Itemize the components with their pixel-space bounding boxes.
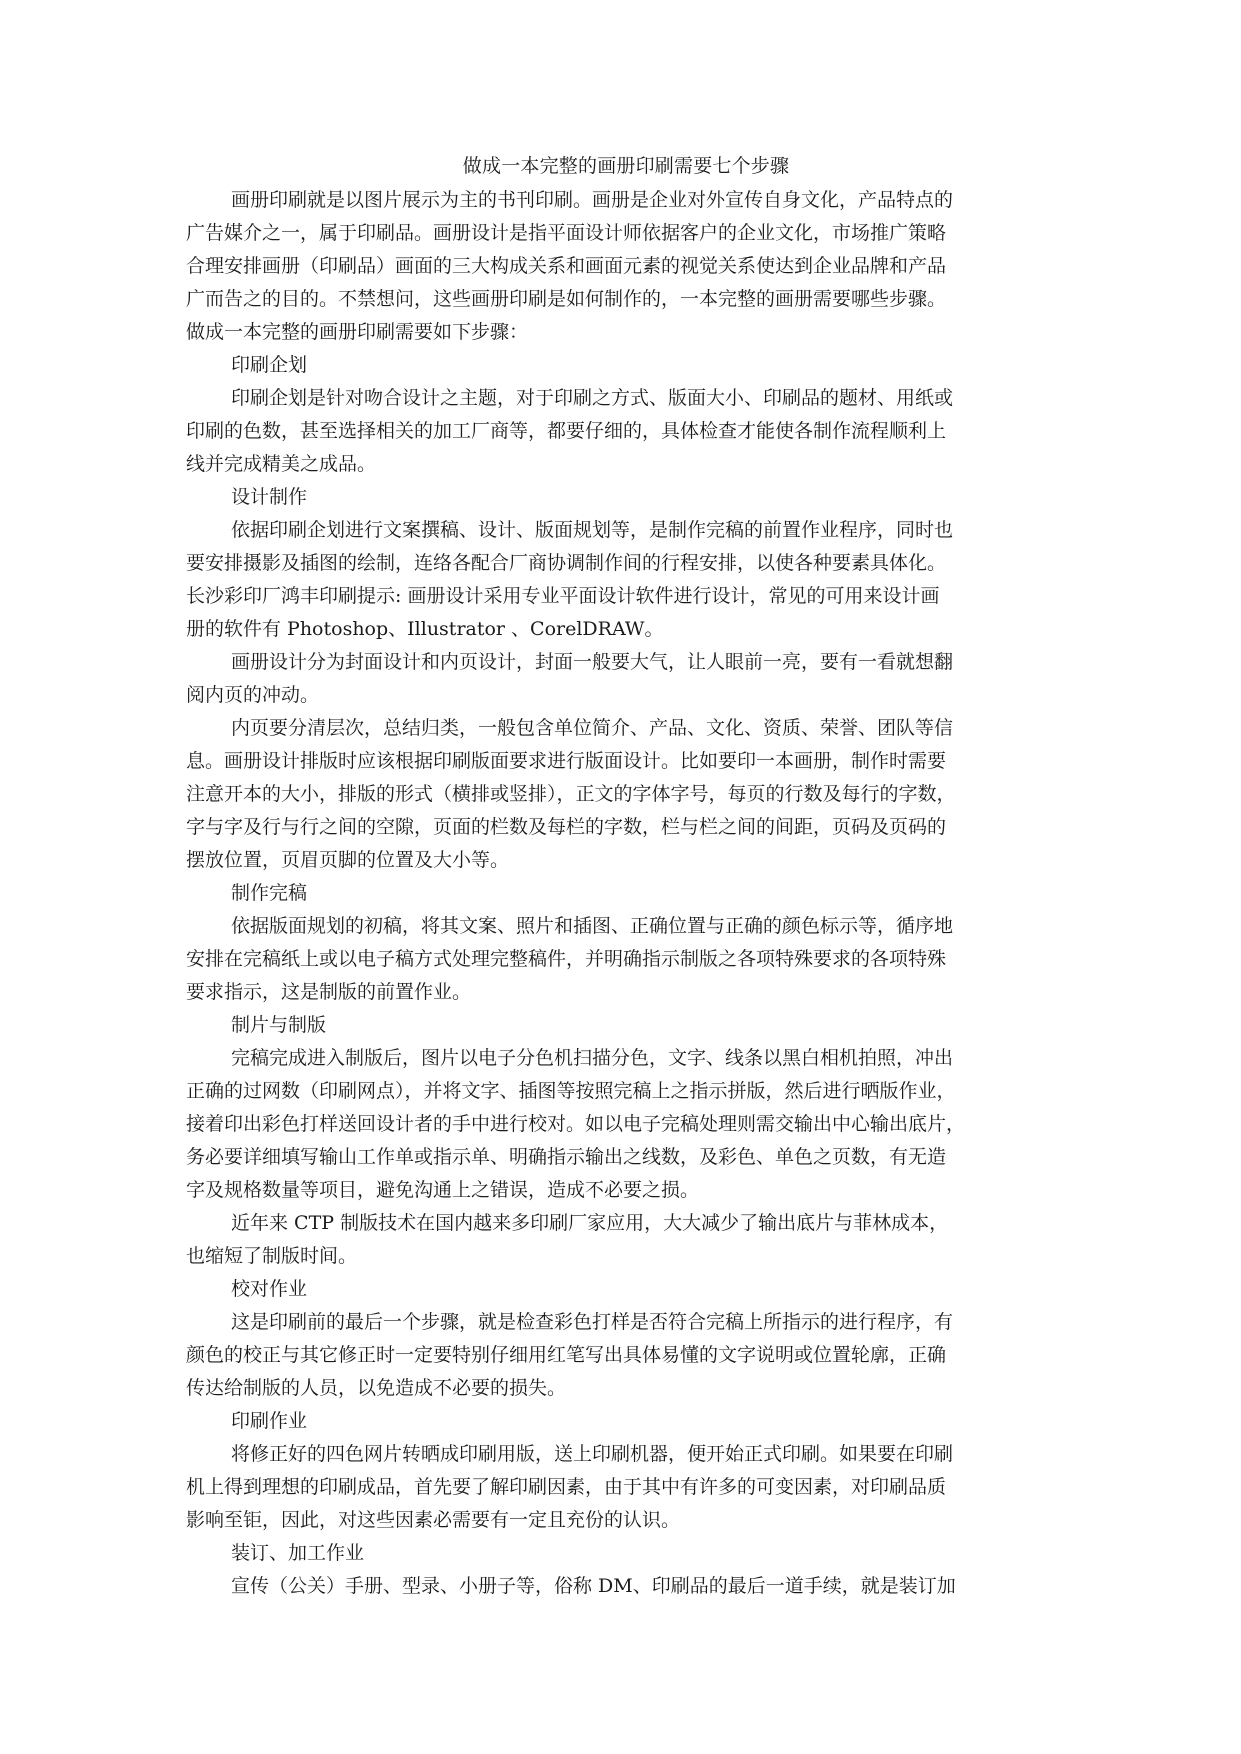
paragraph-line: 印刷企划是针对吻合设计之主题，对于印刷之方式、版面大小、印刷品的题材、用纸或 — [231, 387, 954, 409]
paragraph — [186, 1438, 1066, 1537]
paragraph-line: 广而告之的目的。不禁想问，这些画册印刷是如何制作的，一本完整的画册需要哪些步骤。 — [186, 288, 947, 310]
document-body — [186, 150, 1066, 1603]
paragraph-line: 印刷的色数，甚至选择相关的加工厂商等，都要仔细的，具体检查才能使各制作流程顺利上 — [186, 420, 947, 442]
paragraph — [186, 382, 1066, 481]
section-heading: 印刷作业 — [231, 1410, 308, 1432]
paragraph-line: 宣传（公关）手册、型录、小册子等，俗称 DM、印刷品的最后一道手续，就是装订加 — [231, 1575, 956, 1597]
section-heading: 印刷企划 — [231, 354, 308, 376]
paragraph — [186, 1570, 1066, 1603]
paragraph-line: 画册设计分为封面设计和内页设计，封面一般要大气，让人眼前一亮，要有一看就想翻 — [231, 651, 954, 673]
paragraph-line: 字与字及行与行之间的空隙，页面的栏数及每栏的字数，栏与栏之间的间距，页码及页码的 — [186, 816, 947, 838]
paragraph-line: 要安排摄影及插图的绘制，连络各配合厂商协调制作间的行程安排，以使各种要素具体化。 — [186, 552, 947, 574]
paragraph — [186, 1207, 1066, 1273]
paragraph-line: 息。画册设计排版时应该根据印刷版面要求进行版面设计。比如要印一本画册，制作时需要 — [186, 750, 947, 772]
paragraph-line: 依据印刷企划进行文案撰稿、设计、版面规划等，是制作完稿的前置作业程序，同时也 — [231, 519, 954, 541]
paragraph-line: 颜色的校正与其它修正时一定要特别仔细用红笔写出具体易懂的文字说明或位置轮廓，正确 — [186, 1344, 947, 1366]
paragraph-line: 合理安排画册（印刷品）画面的三大构成关系和画面元素的视觉关系使达到企业品牌和产品 — [186, 255, 947, 277]
paragraph — [186, 1306, 1066, 1405]
paragraph-line: 正确的过网数（印刷网点），并将文字、插图等按照完稿上之指示拼版，然后进行晒版作业， — [186, 1080, 956, 1102]
paragraph-line: 依据版面规划的初稿，将其文案、照片和插图、正确位置与正确的颜色标示等，循序地 — [231, 915, 954, 937]
paragraph-line: 务必要详细填写输山工作单或指示单、明确指示输出之线数，及彩色、单色之页数，有无造 — [186, 1146, 947, 1168]
paragraph — [186, 646, 1066, 712]
paragraph-line: 要求指示，这是制版的前置作业。 — [186, 981, 472, 1003]
document-content — [186, 184, 1066, 1603]
paragraph — [186, 1042, 1066, 1207]
paragraph-line: 画册印刷就是以图片展示为主的书刊印刷。画册是企业对外宣传自身文化，产品特点的 — [231, 189, 954, 211]
paragraph-line: 摆放位置，页眉页脚的位置及大小等。 — [186, 849, 510, 871]
paragraph-line: 线并完成精美之成品。 — [186, 453, 377, 475]
section-heading: 设计制作 — [231, 486, 308, 508]
paragraph-line: 字及规格数量等项目，避免沟通上之错误，造成不必要之损。 — [186, 1179, 700, 1201]
paragraph-line: 这是印刷前的最后一个步骤，就是检查彩色打样是否符合完稿上所指示的进行程序，有 — [231, 1311, 954, 1333]
paragraph — [186, 712, 1066, 877]
paragraph-line: 近年来 CTP 制版技术在国内越来多印刷厂家应用，大大减少了输出底片与菲林成本， — [231, 1212, 949, 1234]
paragraph-line: 也缩短了制版时间。 — [186, 1245, 358, 1267]
paragraph-line: 安排在完稿纸上或以电子稿方式处理完整稿件，并明确指示制版之各项特殊要求的各项特殊 — [186, 948, 947, 970]
paragraph-line: 完稿完成进入制版后，图片以电子分色机扫描分色，文字、线条以黑白相机拍照，冲出 — [231, 1047, 954, 1069]
section-heading: 装订、加工作业 — [231, 1542, 365, 1564]
document-title: 做成一本完整的画册印刷需要七个步骤 — [462, 155, 790, 177]
paragraph-line: 册的软件有 Photoshop、Illustrator 、CorelDRAW。 — [186, 618, 664, 640]
section-heading: 制作完稿 — [231, 882, 308, 904]
paragraph-line: 传达给制版的人员，以免造成不必要的损失。 — [186, 1377, 567, 1399]
paragraph-line: 长沙彩印厂鸿丰印刷提示: 画册设计采用专业平面设计软件进行设计，常见的可用来设计画 — [186, 585, 940, 607]
paragraph-line: 接着印出彩色打样送回设计者的手中进行校对。如以电子完稿处理则需交输出中心输出底片， — [186, 1113, 966, 1135]
paragraph — [186, 184, 1066, 349]
paragraph-line: 注意开本的大小，排版的形式（横排或竖排），正文的字体字号，每页的行数及每行的字数， — [186, 783, 956, 805]
paragraph-line: 内页要分清层次，总结归类，一般包含单位简介、产品、文化、资质、荣誉、团队等信 — [231, 717, 954, 739]
paragraph — [186, 514, 1066, 646]
paragraph-line: 广告媒介之一，属于印刷品。画册设计是指平面设计师依据客户的企业文化，市场推广策略 — [186, 222, 947, 244]
paragraph-line: 影响至钜，因此，对这些因素必需要有一定且充份的认识。 — [186, 1509, 681, 1531]
section-heading: 制片与制版 — [231, 1014, 327, 1036]
paragraph-line: 机上得到理想的印刷成品，首先要了解印刷因素，由于其中有许多的可变因素，对印刷品质 — [186, 1476, 947, 1498]
paragraph-line: 做成一本完整的画册印刷需要如下步骤： — [186, 321, 529, 343]
paragraph-line: 阅内页的冲动。 — [186, 684, 320, 706]
section-heading: 校对作业 — [231, 1278, 308, 1300]
paragraph-line: 将修正好的四色网片转晒成印刷用版，送上印刷机器，便开始正式印刷。如果要在印刷 — [231, 1443, 954, 1465]
paragraph — [186, 910, 1066, 1009]
